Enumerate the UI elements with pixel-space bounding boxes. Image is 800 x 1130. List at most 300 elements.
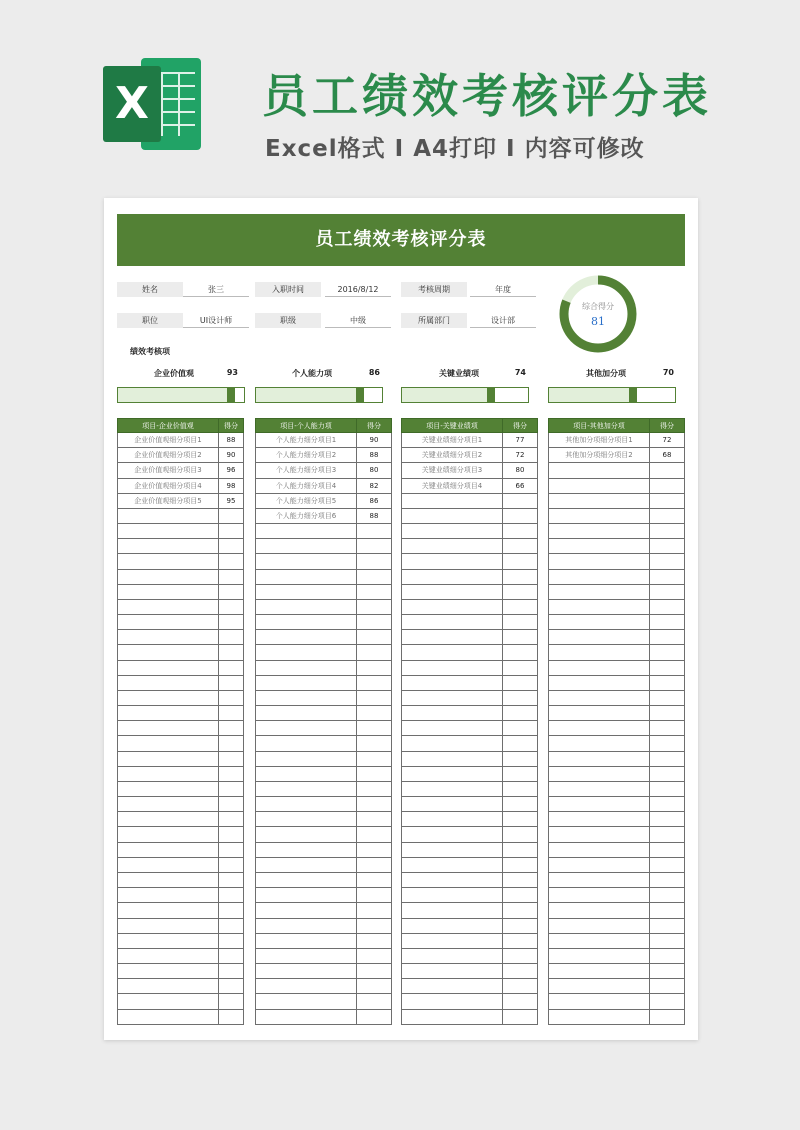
score-cell[interactable]: 66	[503, 478, 538, 493]
score-cell[interactable]	[357, 842, 392, 857]
score-cell[interactable]	[357, 615, 392, 630]
score-cell[interactable]	[219, 539, 244, 554]
item-cell[interactable]	[549, 660, 650, 675]
item-cell[interactable]	[402, 690, 503, 705]
score-cell[interactable]	[357, 721, 392, 736]
item-cell[interactable]	[118, 903, 219, 918]
score-cell[interactable]: 88	[357, 508, 392, 523]
score-cell[interactable]	[503, 599, 538, 614]
score-cell[interactable]	[357, 569, 392, 584]
item-cell[interactable]: 其他加分项细分项目1	[549, 433, 650, 448]
item-cell[interactable]	[549, 888, 650, 903]
score-cell[interactable]	[503, 781, 538, 796]
item-cell[interactable]	[118, 812, 219, 827]
item-cell[interactable]	[256, 721, 357, 736]
score-cell[interactable]	[650, 539, 685, 554]
item-cell[interactable]	[549, 872, 650, 887]
item-cell[interactable]	[402, 584, 503, 599]
score-cell[interactable]	[219, 948, 244, 963]
item-cell[interactable]	[118, 781, 219, 796]
item-cell[interactable]	[118, 994, 219, 1009]
item-cell[interactable]	[118, 721, 219, 736]
score-cell[interactable]	[503, 948, 538, 963]
item-cell[interactable]: 个人能力细分项目1	[256, 433, 357, 448]
score-cell[interactable]	[357, 660, 392, 675]
item-cell[interactable]: 个人能力细分项目5	[256, 493, 357, 508]
score-cell[interactable]	[503, 933, 538, 948]
item-cell[interactable]	[118, 599, 219, 614]
score-cell[interactable]	[503, 766, 538, 781]
score-cell[interactable]	[357, 736, 392, 751]
score-cell[interactable]	[503, 706, 538, 721]
score-cell[interactable]	[357, 933, 392, 948]
score-cell[interactable]: 90	[219, 448, 244, 463]
score-cell[interactable]: 88	[357, 448, 392, 463]
score-cell[interactable]	[357, 645, 392, 660]
item-cell[interactable]	[402, 524, 503, 539]
item-cell[interactable]	[549, 675, 650, 690]
item-cell[interactable]	[256, 524, 357, 539]
item-cell[interactable]	[118, 539, 219, 554]
item-cell[interactable]	[118, 736, 219, 751]
info-value-hire-date[interactable]: 2016/8/12	[325, 282, 391, 297]
score-cell[interactable]: 95	[219, 493, 244, 508]
item-cell[interactable]	[549, 751, 650, 766]
score-cell[interactable]	[357, 857, 392, 872]
item-cell[interactable]	[256, 857, 357, 872]
item-cell[interactable]	[118, 751, 219, 766]
score-cell[interactable]	[650, 493, 685, 508]
item-cell[interactable]	[549, 736, 650, 751]
score-cell[interactable]	[650, 994, 685, 1009]
item-cell[interactable]: 关键业绩细分项目3	[402, 463, 503, 478]
score-cell[interactable]: 72	[650, 433, 685, 448]
item-cell[interactable]	[256, 630, 357, 645]
item-cell[interactable]	[118, 584, 219, 599]
score-cell[interactable]	[219, 554, 244, 569]
item-cell[interactable]	[118, 569, 219, 584]
item-cell[interactable]	[118, 630, 219, 645]
item-cell[interactable]: 企业价值观细分项目3	[118, 463, 219, 478]
score-cell[interactable]	[503, 524, 538, 539]
item-cell[interactable]	[256, 918, 357, 933]
item-cell[interactable]: 关键业绩细分项目2	[402, 448, 503, 463]
score-cell[interactable]	[503, 645, 538, 660]
score-cell[interactable]	[650, 903, 685, 918]
score-cell[interactable]	[357, 979, 392, 994]
score-cell[interactable]	[219, 1009, 244, 1024]
score-cell[interactable]	[650, 463, 685, 478]
score-cell[interactable]	[219, 736, 244, 751]
score-cell[interactable]: 80	[503, 463, 538, 478]
item-cell[interactable]	[118, 706, 219, 721]
score-cell[interactable]	[357, 690, 392, 705]
item-cell[interactable]	[549, 857, 650, 872]
score-cell[interactable]	[650, 827, 685, 842]
score-cell[interactable]	[503, 539, 538, 554]
score-cell[interactable]	[650, 842, 685, 857]
item-cell[interactable]	[118, 1009, 219, 1024]
score-cell[interactable]	[357, 599, 392, 614]
item-cell[interactable]	[402, 630, 503, 645]
item-cell[interactable]: 企业价值观细分项目5	[118, 493, 219, 508]
item-cell[interactable]	[118, 675, 219, 690]
item-cell[interactable]	[402, 781, 503, 796]
score-cell[interactable]	[650, 872, 685, 887]
item-cell[interactable]	[118, 842, 219, 857]
score-cell[interactable]	[503, 493, 538, 508]
item-cell[interactable]	[549, 812, 650, 827]
score-cell[interactable]	[650, 797, 685, 812]
score-cell[interactable]	[219, 888, 244, 903]
item-cell[interactable]	[118, 645, 219, 660]
item-cell[interactable]	[402, 872, 503, 887]
score-cell[interactable]	[650, 948, 685, 963]
score-cell[interactable]	[650, 478, 685, 493]
score-cell[interactable]	[219, 584, 244, 599]
score-cell[interactable]	[503, 964, 538, 979]
item-cell[interactable]: 个人能力细分项目2	[256, 448, 357, 463]
score-cell[interactable]	[503, 751, 538, 766]
score-cell[interactable]	[219, 706, 244, 721]
item-cell[interactable]	[256, 888, 357, 903]
item-cell[interactable]	[549, 630, 650, 645]
score-cell[interactable]	[650, 554, 685, 569]
item-cell[interactable]	[402, 797, 503, 812]
item-cell[interactable]	[402, 736, 503, 751]
item-cell[interactable]	[549, 599, 650, 614]
score-cell[interactable]	[503, 690, 538, 705]
score-cell[interactable]	[219, 599, 244, 614]
score-cell[interactable]	[219, 872, 244, 887]
score-cell[interactable]	[357, 539, 392, 554]
item-cell[interactable]	[549, 584, 650, 599]
item-cell[interactable]	[402, 539, 503, 554]
item-cell[interactable]	[402, 994, 503, 1009]
item-cell[interactable]	[118, 888, 219, 903]
item-cell[interactable]	[402, 979, 503, 994]
score-cell[interactable]	[357, 630, 392, 645]
score-cell[interactable]	[650, 630, 685, 645]
score-cell[interactable]	[357, 797, 392, 812]
item-cell[interactable]	[256, 599, 357, 614]
info-value-period[interactable]: 年度	[470, 282, 536, 297]
item-cell[interactable]	[256, 766, 357, 781]
item-cell[interactable]	[549, 797, 650, 812]
item-cell[interactable]	[256, 872, 357, 887]
item-cell[interactable]	[256, 675, 357, 690]
score-cell[interactable]	[650, 751, 685, 766]
score-cell[interactable]	[650, 706, 685, 721]
score-cell[interactable]	[357, 964, 392, 979]
item-cell[interactable]	[549, 478, 650, 493]
item-cell[interactable]	[118, 979, 219, 994]
item-cell[interactable]	[402, 706, 503, 721]
item-cell[interactable]	[402, 842, 503, 857]
item-cell[interactable]	[549, 1009, 650, 1024]
item-cell[interactable]: 关键业绩细分项目1	[402, 433, 503, 448]
item-cell[interactable]	[402, 857, 503, 872]
score-cell[interactable]	[650, 524, 685, 539]
score-cell[interactable]	[650, 508, 685, 523]
item-cell[interactable]	[549, 721, 650, 736]
score-cell[interactable]	[219, 827, 244, 842]
item-cell[interactable]	[118, 948, 219, 963]
score-cell[interactable]	[503, 630, 538, 645]
score-cell[interactable]	[357, 706, 392, 721]
score-cell[interactable]	[650, 675, 685, 690]
score-cell[interactable]	[219, 766, 244, 781]
score-cell[interactable]	[503, 584, 538, 599]
item-cell[interactable]	[549, 964, 650, 979]
score-cell[interactable]	[219, 508, 244, 523]
item-cell[interactable]	[402, 660, 503, 675]
score-cell[interactable]	[503, 918, 538, 933]
score-cell[interactable]: 82	[357, 478, 392, 493]
item-cell[interactable]	[402, 918, 503, 933]
score-cell[interactable]: 72	[503, 448, 538, 463]
score-cell[interactable]	[503, 508, 538, 523]
item-cell[interactable]	[118, 766, 219, 781]
score-cell[interactable]	[650, 781, 685, 796]
item-cell[interactable]	[549, 690, 650, 705]
score-cell[interactable]	[219, 812, 244, 827]
item-cell[interactable]	[549, 979, 650, 994]
item-cell[interactable]	[402, 1009, 503, 1024]
item-cell[interactable]	[549, 827, 650, 842]
score-cell[interactable]	[357, 675, 392, 690]
item-cell[interactable]	[256, 615, 357, 630]
item-cell[interactable]	[256, 751, 357, 766]
score-cell[interactable]	[357, 872, 392, 887]
score-cell[interactable]	[503, 842, 538, 857]
score-cell[interactable]	[357, 948, 392, 963]
score-cell[interactable]	[650, 660, 685, 675]
item-cell[interactable]	[549, 948, 650, 963]
item-cell[interactable]	[549, 645, 650, 660]
item-cell[interactable]	[549, 706, 650, 721]
score-cell[interactable]	[503, 615, 538, 630]
info-value-position[interactable]: UI设计师	[183, 313, 249, 328]
score-cell[interactable]	[503, 994, 538, 1009]
score-cell[interactable]	[503, 979, 538, 994]
item-cell[interactable]	[549, 842, 650, 857]
item-cell[interactable]	[256, 994, 357, 1009]
score-cell[interactable]	[219, 918, 244, 933]
score-cell[interactable]	[503, 736, 538, 751]
item-cell[interactable]	[118, 933, 219, 948]
score-cell[interactable]	[650, 599, 685, 614]
score-cell[interactable]	[219, 615, 244, 630]
score-cell[interactable]	[650, 857, 685, 872]
item-cell[interactable]	[402, 599, 503, 614]
item-cell[interactable]	[256, 736, 357, 751]
item-cell[interactable]	[118, 872, 219, 887]
item-cell[interactable]	[402, 554, 503, 569]
item-cell[interactable]	[549, 903, 650, 918]
score-cell[interactable]	[357, 554, 392, 569]
item-cell[interactable]	[256, 645, 357, 660]
score-cell[interactable]	[357, 994, 392, 1009]
score-cell[interactable]	[503, 857, 538, 872]
score-cell[interactable]: 80	[357, 463, 392, 478]
score-cell[interactable]	[357, 751, 392, 766]
score-cell[interactable]	[650, 918, 685, 933]
item-cell[interactable]	[118, 554, 219, 569]
score-cell[interactable]	[650, 933, 685, 948]
item-cell[interactable]	[402, 615, 503, 630]
item-cell[interactable]	[549, 554, 650, 569]
item-cell[interactable]	[549, 508, 650, 523]
item-cell[interactable]	[402, 812, 503, 827]
item-cell[interactable]	[256, 903, 357, 918]
score-cell[interactable]	[219, 690, 244, 705]
item-cell[interactable]	[402, 675, 503, 690]
score-cell[interactable]	[219, 964, 244, 979]
item-cell[interactable]	[256, 842, 357, 857]
score-cell[interactable]	[503, 1009, 538, 1024]
score-cell[interactable]	[503, 872, 538, 887]
score-cell[interactable]	[219, 933, 244, 948]
item-cell[interactable]	[549, 493, 650, 508]
item-cell[interactable]	[118, 797, 219, 812]
item-cell[interactable]: 个人能力细分项目6	[256, 508, 357, 523]
item-cell[interactable]	[256, 948, 357, 963]
score-cell[interactable]	[219, 630, 244, 645]
item-cell[interactable]	[256, 539, 357, 554]
score-cell[interactable]	[650, 1009, 685, 1024]
item-cell[interactable]	[256, 660, 357, 675]
score-cell[interactable]: 88	[219, 433, 244, 448]
item-cell[interactable]: 企业价值观细分项目4	[118, 478, 219, 493]
item-cell[interactable]	[549, 766, 650, 781]
item-cell[interactable]	[549, 463, 650, 478]
item-cell[interactable]	[118, 660, 219, 675]
item-cell[interactable]	[549, 994, 650, 1009]
item-cell[interactable]	[256, 781, 357, 796]
score-cell[interactable]	[503, 827, 538, 842]
item-cell[interactable]	[549, 615, 650, 630]
score-cell[interactable]	[219, 645, 244, 660]
score-cell[interactable]	[650, 721, 685, 736]
item-cell[interactable]	[402, 827, 503, 842]
score-cell[interactable]	[219, 903, 244, 918]
score-cell[interactable]	[219, 524, 244, 539]
info-value-rank[interactable]: 中级	[325, 313, 391, 328]
score-cell[interactable]	[219, 675, 244, 690]
score-cell[interactable]	[219, 569, 244, 584]
score-cell[interactable]	[357, 766, 392, 781]
score-cell[interactable]	[357, 584, 392, 599]
item-cell[interactable]	[402, 766, 503, 781]
item-cell[interactable]	[402, 721, 503, 736]
score-cell[interactable]	[219, 979, 244, 994]
item-cell[interactable]	[118, 508, 219, 523]
score-cell[interactable]	[650, 964, 685, 979]
item-cell[interactable]	[402, 888, 503, 903]
score-cell[interactable]	[503, 675, 538, 690]
item-cell[interactable]	[256, 584, 357, 599]
score-cell[interactable]	[503, 812, 538, 827]
score-cell[interactable]	[650, 569, 685, 584]
item-cell[interactable]: 个人能力细分项目3	[256, 463, 357, 478]
item-cell[interactable]	[549, 539, 650, 554]
score-cell[interactable]: 98	[219, 478, 244, 493]
item-cell[interactable]	[402, 508, 503, 523]
score-cell[interactable]	[650, 812, 685, 827]
item-cell[interactable]	[549, 524, 650, 539]
item-cell[interactable]	[256, 827, 357, 842]
score-cell[interactable]	[503, 554, 538, 569]
info-value-department[interactable]: 设计部	[470, 313, 536, 328]
score-cell[interactable]	[357, 781, 392, 796]
item-cell[interactable]	[118, 615, 219, 630]
item-cell[interactable]	[256, 690, 357, 705]
score-cell[interactable]	[650, 888, 685, 903]
item-cell[interactable]	[402, 751, 503, 766]
score-cell[interactable]	[357, 1009, 392, 1024]
score-cell[interactable]	[503, 903, 538, 918]
item-cell[interactable]	[256, 979, 357, 994]
item-cell[interactable]	[256, 1009, 357, 1024]
item-cell[interactable]	[549, 933, 650, 948]
item-cell[interactable]	[118, 918, 219, 933]
item-cell[interactable]	[256, 933, 357, 948]
score-cell[interactable]	[357, 812, 392, 827]
item-cell[interactable]: 关键业绩细分项目4	[402, 478, 503, 493]
score-cell[interactable]	[219, 660, 244, 675]
item-cell[interactable]	[118, 690, 219, 705]
score-cell[interactable]: 96	[219, 463, 244, 478]
score-cell[interactable]	[357, 827, 392, 842]
score-cell[interactable]	[219, 797, 244, 812]
score-cell[interactable]	[357, 524, 392, 539]
score-cell[interactable]	[219, 721, 244, 736]
score-cell[interactable]	[650, 584, 685, 599]
item-cell[interactable]: 企业价值观细分项目1	[118, 433, 219, 448]
score-cell[interactable]: 90	[357, 433, 392, 448]
score-cell[interactable]: 86	[357, 493, 392, 508]
score-cell[interactable]: 77	[503, 433, 538, 448]
score-cell[interactable]	[219, 781, 244, 796]
score-cell[interactable]	[503, 569, 538, 584]
item-cell[interactable]	[256, 812, 357, 827]
info-value-name[interactable]: 张三	[183, 282, 249, 297]
item-cell[interactable]	[402, 903, 503, 918]
item-cell[interactable]	[118, 964, 219, 979]
score-cell[interactable]	[357, 888, 392, 903]
item-cell[interactable]	[256, 797, 357, 812]
score-cell[interactable]	[503, 888, 538, 903]
item-cell[interactable]	[256, 964, 357, 979]
score-cell[interactable]	[503, 797, 538, 812]
score-cell[interactable]	[650, 690, 685, 705]
score-cell[interactable]	[650, 979, 685, 994]
item-cell[interactable]: 个人能力细分项目4	[256, 478, 357, 493]
item-cell[interactable]	[402, 964, 503, 979]
item-cell[interactable]	[549, 569, 650, 584]
item-cell[interactable]	[549, 918, 650, 933]
score-cell[interactable]	[357, 903, 392, 918]
item-cell[interactable]: 其他加分项细分项目2	[549, 448, 650, 463]
item-cell[interactable]	[402, 569, 503, 584]
score-cell[interactable]	[219, 842, 244, 857]
item-cell[interactable]	[118, 827, 219, 842]
score-cell[interactable]	[503, 721, 538, 736]
score-cell[interactable]	[219, 994, 244, 1009]
item-cell[interactable]	[402, 933, 503, 948]
score-cell[interactable]: 68	[650, 448, 685, 463]
